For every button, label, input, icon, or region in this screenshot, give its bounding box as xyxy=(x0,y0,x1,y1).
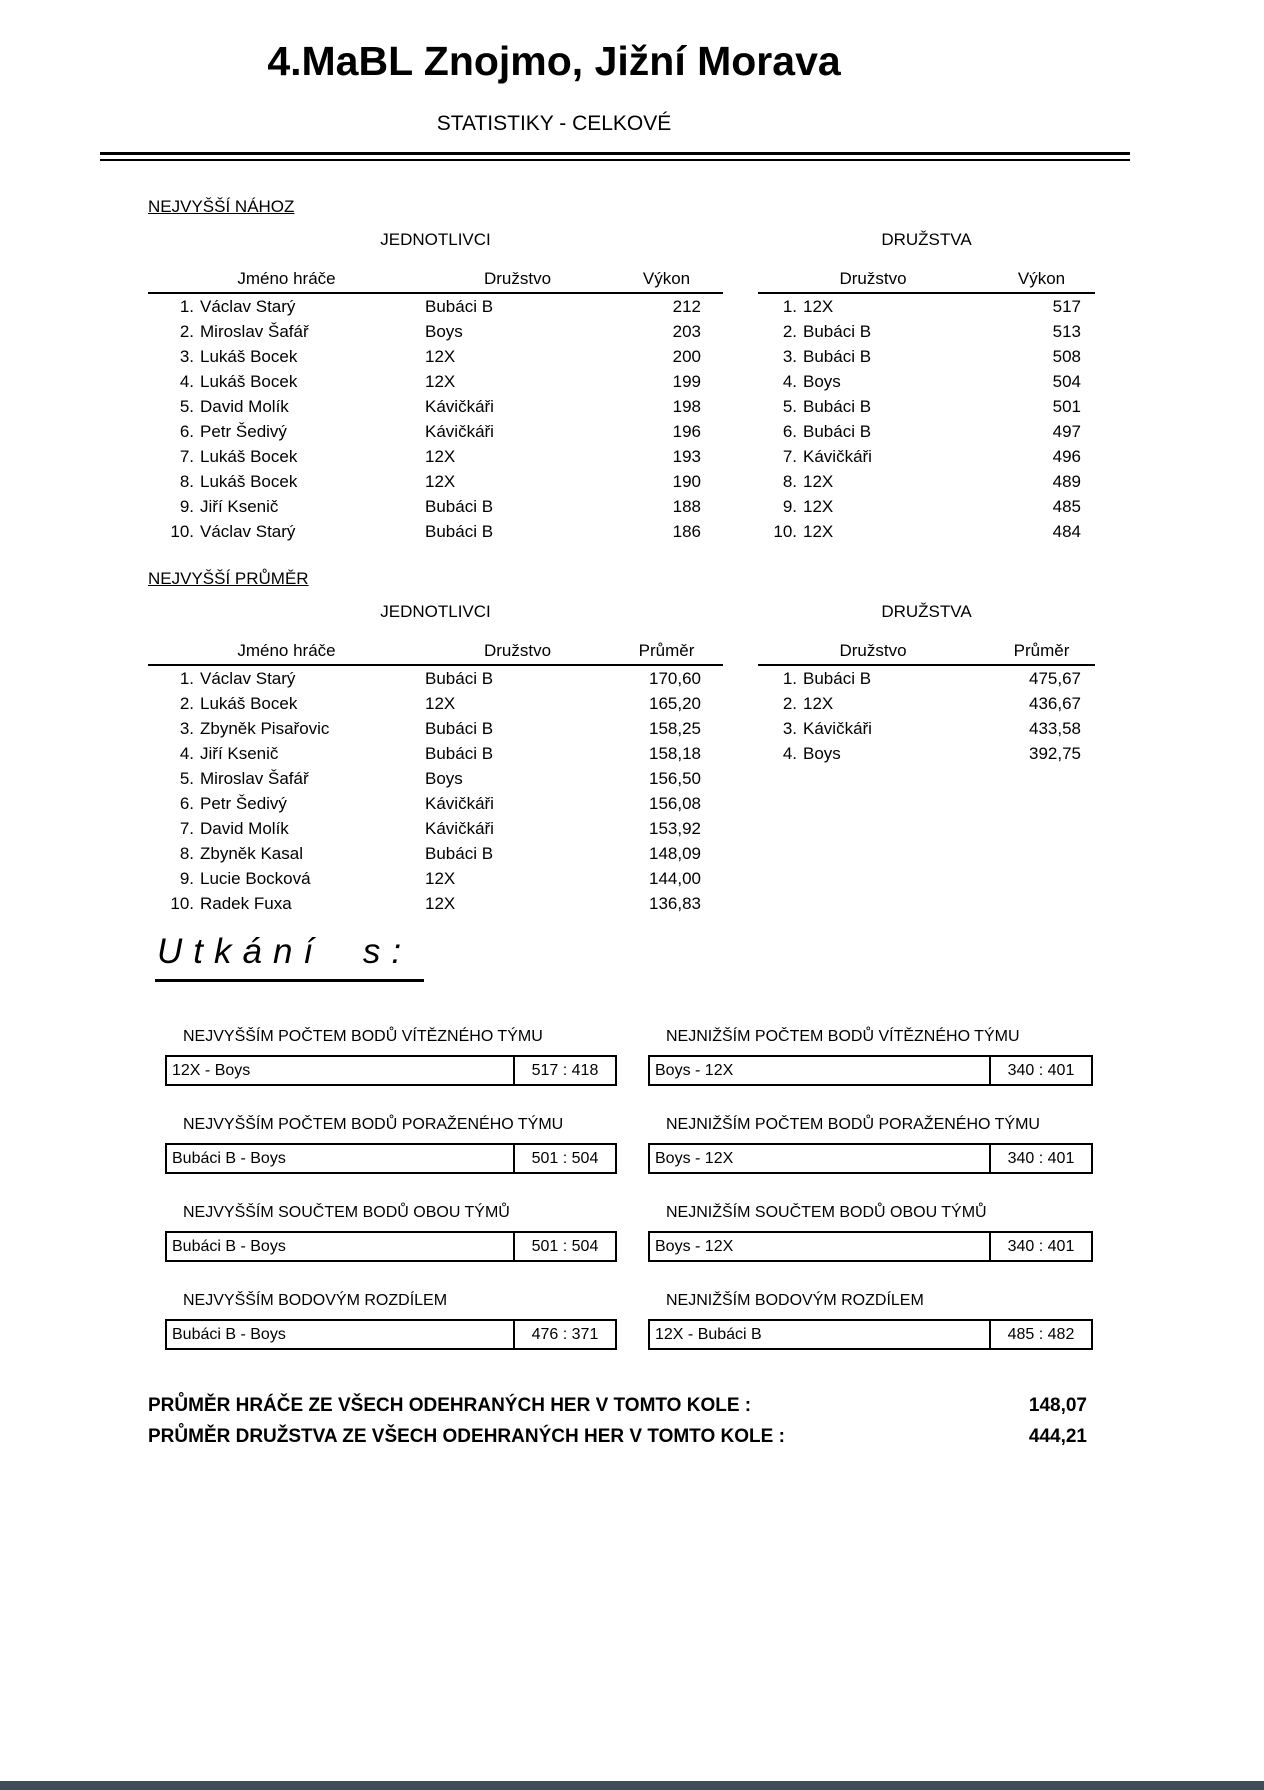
column-header-value: Průměr xyxy=(1013,641,1070,660)
team-cell: Bubáci B xyxy=(425,497,494,516)
value-cell: 436,67 xyxy=(1029,694,1081,713)
player-name-cell: Zbyněk Pisařovic xyxy=(200,719,330,738)
team-cell: Bubáci B xyxy=(425,297,494,316)
column-header-value: Výkon xyxy=(1017,269,1066,288)
team-cell: Bubáci B xyxy=(425,522,494,541)
value-cell: 186 xyxy=(672,522,701,541)
team-cell: Kávičkáři xyxy=(425,397,494,416)
section-heading-matches-with: Utkání s: xyxy=(155,932,424,982)
player-name-cell: David Molík xyxy=(200,397,289,416)
match-record xyxy=(165,1116,617,1174)
header-divider-rule xyxy=(100,152,1130,161)
summary-block xyxy=(148,1390,1087,1452)
player-name-cell: Miroslav Šafář xyxy=(200,322,309,341)
match-record xyxy=(648,1204,1093,1262)
rank-cell: 7. xyxy=(179,819,194,838)
rank-cell: 4. xyxy=(179,744,194,763)
match-teams: Boys - 12X xyxy=(655,1150,734,1167)
summary-value: 148,07 xyxy=(1028,1395,1087,1416)
rank-cell: 4. xyxy=(782,744,797,763)
rank-cell: 5. xyxy=(179,397,194,416)
value-cell: 496 xyxy=(1052,447,1081,466)
value-cell: 203 xyxy=(672,322,701,341)
rank-cell: 8. xyxy=(782,472,797,491)
table-row xyxy=(758,741,1095,766)
table-row xyxy=(148,419,723,444)
summary-row xyxy=(148,1421,1087,1452)
team-cell: 12X xyxy=(803,497,834,516)
value-cell: 144,00 xyxy=(649,869,701,888)
team-cell: Bubáci B xyxy=(803,322,872,341)
match-record xyxy=(165,1204,617,1262)
match-score: 501 : 504 xyxy=(513,1145,615,1172)
team-cell: 12X xyxy=(803,522,834,541)
match-record xyxy=(648,1116,1093,1174)
match-record xyxy=(165,1292,617,1350)
table-row xyxy=(758,294,1095,319)
column-header-value: Výkon xyxy=(642,269,691,288)
table-row xyxy=(148,891,723,916)
rank-cell: 3. xyxy=(179,347,194,366)
player-name-cell: Václav Starý xyxy=(200,669,296,688)
value-cell: 199 xyxy=(672,372,701,391)
team-cell: Kávičkáři xyxy=(803,447,872,466)
team-cell: 12X xyxy=(803,472,834,491)
table-row xyxy=(758,344,1095,369)
match-teams: 12X - Bubáci B xyxy=(655,1326,762,1343)
value-cell: 485 xyxy=(1052,497,1081,516)
rank-cell: 1. xyxy=(179,669,194,688)
team-cell: 12X xyxy=(425,472,456,491)
match-teams: Bubáci B - Boys xyxy=(172,1326,286,1343)
highest-game-teams-table xyxy=(758,230,1095,544)
match-record-box xyxy=(165,1319,617,1350)
rank-cell: 2. xyxy=(782,322,797,341)
table-header-row xyxy=(148,266,723,294)
player-name-cell: Miroslav Šafář xyxy=(200,769,309,788)
highest-average-individuals-table xyxy=(148,602,723,916)
match-record-box xyxy=(648,1319,1093,1350)
team-cell: 12X xyxy=(425,372,456,391)
table-row xyxy=(148,716,723,741)
value-cell: 504 xyxy=(1052,372,1081,391)
match-score: 340 : 401 xyxy=(989,1057,1091,1084)
team-cell: Kávičkáři xyxy=(425,794,494,813)
value-cell: 212 xyxy=(672,297,701,316)
rank-cell: 6. xyxy=(179,422,194,441)
highest-game-individuals-table xyxy=(148,230,723,544)
match-record-label: NEJNIŽŠÍM SOUČTEM BODŮ OBOU TÝMŮ xyxy=(666,1204,987,1221)
player-name-cell: Radek Fuxa xyxy=(200,894,292,913)
match-record-label: NEJVYŠŠÍM SOUČTEM BODŮ OBOU TÝMŮ xyxy=(183,1204,510,1221)
player-name-cell: Petr Šedivý xyxy=(200,794,287,813)
table-row xyxy=(148,766,723,791)
player-name-cell: Lukáš Bocek xyxy=(200,694,298,713)
match-record-box xyxy=(648,1055,1093,1086)
table-row xyxy=(148,394,723,419)
rank-cell: 8. xyxy=(179,844,194,863)
column-header-team: Družstvo xyxy=(839,269,907,288)
team-cell: Bubáci B xyxy=(425,844,494,863)
table-row xyxy=(148,741,723,766)
team-cell: Boys xyxy=(803,744,841,763)
team-cell: Bubáci B xyxy=(425,719,494,738)
value-cell: 200 xyxy=(672,347,701,366)
individuals-table-title: JEDNOTLIVCI xyxy=(380,230,491,249)
match-record-box xyxy=(648,1143,1093,1174)
table-row xyxy=(148,369,723,394)
value-cell: 198 xyxy=(672,397,701,416)
player-name-cell: Václav Starý xyxy=(200,297,296,316)
value-cell: 392,75 xyxy=(1029,744,1081,763)
match-record xyxy=(648,1028,1093,1086)
player-name-cell: Lukáš Bocek xyxy=(200,372,298,391)
match-record-label: NEJVYŠŠÍM POČTEM BODŮ PORAŽENÉHO TÝMU xyxy=(183,1116,564,1133)
team-cell: Kávičkáři xyxy=(425,422,494,441)
rank-cell: 1. xyxy=(782,669,797,688)
team-cell: Bubáci B xyxy=(803,397,872,416)
rank-cell: 10. xyxy=(170,894,194,913)
match-record xyxy=(165,1028,617,1086)
value-cell: 489 xyxy=(1052,472,1081,491)
team-cell: Kávičkáři xyxy=(803,719,872,738)
match-score: 517 : 418 xyxy=(513,1057,615,1084)
table-row xyxy=(758,716,1095,741)
player-name-cell: Jiří Ksenič xyxy=(200,497,279,516)
team-cell: 12X xyxy=(803,297,834,316)
value-cell: 190 xyxy=(672,472,701,491)
page-subtitle: STATISTIKY - CELKOVÉ xyxy=(436,112,672,135)
rank-cell: 3. xyxy=(782,347,797,366)
summary-value: 444,21 xyxy=(1028,1426,1087,1447)
rank-cell: 1. xyxy=(782,297,797,316)
player-name-cell: Lukáš Bocek xyxy=(200,347,298,366)
match-record-box xyxy=(648,1231,1093,1262)
value-cell: 513 xyxy=(1052,322,1081,341)
rank-cell: 4. xyxy=(179,372,194,391)
match-records-grid xyxy=(165,1028,1093,1350)
rank-cell: 10. xyxy=(773,522,797,541)
team-cell: Bubáci B xyxy=(803,669,872,688)
match-record-label: NEJNIŽŠÍM POČTEM BODŮ VÍTĚZNÉHO TÝMU xyxy=(666,1028,1020,1045)
table-row xyxy=(758,469,1095,494)
table-row xyxy=(148,494,723,519)
value-cell: 158,25 xyxy=(649,719,701,738)
rank-cell: 9. xyxy=(782,497,797,516)
table-row xyxy=(758,444,1095,469)
table-row xyxy=(148,469,723,494)
rank-cell: 3. xyxy=(782,719,797,738)
value-cell: 501 xyxy=(1052,397,1081,416)
player-name-cell: Petr Šedivý xyxy=(200,422,287,441)
table-header-row xyxy=(758,638,1095,666)
rank-cell: 7. xyxy=(782,447,797,466)
team-cell: Boys xyxy=(425,322,463,341)
value-cell: 196 xyxy=(672,422,701,441)
match-score: 485 : 482 xyxy=(989,1321,1091,1348)
match-record-label: NEJNIŽŠÍM BODOVÝM ROZDÍLEM xyxy=(666,1292,924,1309)
player-name-cell: Václav Starý xyxy=(200,522,296,541)
match-record-box xyxy=(165,1231,617,1262)
player-name-cell: David Molík xyxy=(200,819,289,838)
table-row xyxy=(758,519,1095,544)
match-record-label: NEJVYŠŠÍM POČTEM BODŮ VÍTĚZNÉHO TÝMU xyxy=(183,1028,543,1045)
table-row xyxy=(758,419,1095,444)
team-cell: 12X xyxy=(425,447,456,466)
team-cell: Boys xyxy=(425,769,463,788)
teams-table-title: DRUŽSTVA xyxy=(881,602,972,621)
rank-cell: 4. xyxy=(782,372,797,391)
player-name-cell: Jiří Ksenič xyxy=(200,744,279,763)
table-row xyxy=(758,666,1095,691)
player-name-cell: Zbyněk Kasal xyxy=(200,844,303,863)
match-record-box xyxy=(165,1055,617,1086)
team-cell: 12X xyxy=(425,694,456,713)
team-cell: Bubáci B xyxy=(425,669,494,688)
table-row xyxy=(148,816,723,841)
value-cell: 517 xyxy=(1052,297,1081,316)
column-header-team: Družstvo xyxy=(483,641,552,660)
table-row xyxy=(148,519,723,544)
page-title: 4.MaBL Znojmo, Jižní Morava xyxy=(267,38,841,84)
rank-cell: 2. xyxy=(179,322,194,341)
rank-cell: 5. xyxy=(782,397,797,416)
summary-label: PRŮMĚR HRÁČE ZE VŠECH ODEHRANÝCH HER V TOMTO KOLE : xyxy=(148,1395,752,1416)
value-cell: 497 xyxy=(1052,422,1081,441)
value-cell: 484 xyxy=(1052,522,1081,541)
table-row xyxy=(758,319,1095,344)
value-cell: 153,92 xyxy=(649,819,701,838)
rank-cell: 9. xyxy=(179,869,194,888)
column-header-player: Jméno hráče xyxy=(237,641,336,660)
table-row xyxy=(148,444,723,469)
rank-cell: 7. xyxy=(179,447,194,466)
match-record-label: NEJVYŠŠÍM BODOVÝM ROZDÍLEM xyxy=(183,1292,448,1309)
match-teams: Boys - 12X xyxy=(655,1238,734,1255)
player-name-cell: Lukáš Bocek xyxy=(200,447,298,466)
table-header-row xyxy=(758,266,1095,294)
summary-row xyxy=(148,1390,1087,1421)
player-name-cell: Lucie Bocková xyxy=(200,869,311,888)
rank-cell: 2. xyxy=(782,694,797,713)
rank-cell: 6. xyxy=(782,422,797,441)
table-row xyxy=(148,791,723,816)
match-teams: Bubáci B - Boys xyxy=(172,1238,286,1255)
match-score: 340 : 401 xyxy=(989,1145,1091,1172)
table-row xyxy=(148,666,723,691)
team-cell: 12X xyxy=(803,694,834,713)
match-record-box xyxy=(165,1143,617,1174)
match-score: 476 : 371 xyxy=(513,1321,615,1348)
table-row xyxy=(148,841,723,866)
table-header-row xyxy=(148,638,723,666)
table-row xyxy=(148,294,723,319)
match-score: 501 : 504 xyxy=(513,1233,615,1260)
table-row xyxy=(758,369,1095,394)
rank-cell: 9. xyxy=(179,497,194,516)
team-cell: Bubáci B xyxy=(803,422,872,441)
rank-cell: 8. xyxy=(179,472,194,491)
table-row xyxy=(758,494,1095,519)
table-row xyxy=(148,866,723,891)
team-cell: 12X xyxy=(425,894,456,913)
individuals-table-title: JEDNOTLIVCI xyxy=(380,602,491,621)
value-cell: 193 xyxy=(672,447,701,466)
value-cell: 475,67 xyxy=(1029,669,1081,688)
match-teams: 12X - Boys xyxy=(172,1062,251,1079)
player-name-cell: Lukáš Bocek xyxy=(200,472,298,491)
table-row xyxy=(148,691,723,716)
rank-cell: 6. xyxy=(179,794,194,813)
summary-label: PRŮMĚR DRUŽSTVA ZE VŠECH ODEHRANÝCH HER V TOMTO KOLE : xyxy=(148,1426,785,1447)
table-row xyxy=(758,691,1095,716)
team-cell: Bubáci B xyxy=(803,347,872,366)
value-cell: 156,50 xyxy=(649,769,701,788)
team-cell: Bubáci B xyxy=(425,744,494,763)
value-cell: 188 xyxy=(672,497,701,516)
table-row xyxy=(148,319,723,344)
match-record-label: NEJNIŽŠÍM POČTEM BODŮ PORAŽENÉHO TÝMU xyxy=(666,1116,1040,1133)
rank-cell: 1. xyxy=(179,297,194,316)
team-cell: 12X xyxy=(425,869,456,888)
section-heading-highest-game: NEJVYŠŠÍ NÁHOZ xyxy=(148,197,295,216)
value-cell: 156,08 xyxy=(649,794,701,813)
value-cell: 170,60 xyxy=(649,669,701,688)
table-row xyxy=(148,344,723,369)
match-score: 340 : 401 xyxy=(989,1233,1091,1260)
value-cell: 433,58 xyxy=(1029,719,1081,738)
match-teams: Bubáci B - Boys xyxy=(172,1150,286,1167)
column-header-player: Jméno hráče xyxy=(237,269,336,288)
section-heading-highest-average: NEJVYŠŠÍ PRŮMĚR xyxy=(148,569,309,588)
column-header-value: Průměr xyxy=(638,641,695,660)
rank-cell: 2. xyxy=(179,694,194,713)
rank-cell: 3. xyxy=(179,719,194,738)
table-row xyxy=(758,394,1095,419)
team-cell: Kávičkáři xyxy=(425,819,494,838)
value-cell: 508 xyxy=(1052,347,1081,366)
value-cell: 136,83 xyxy=(649,894,701,913)
rank-cell: 10. xyxy=(170,522,194,541)
bottom-bar xyxy=(0,1781,1264,1790)
teams-table-title: DRUŽSTVA xyxy=(881,230,972,249)
rank-cell: 5. xyxy=(179,769,194,788)
value-cell: 148,09 xyxy=(649,844,701,863)
team-cell: Boys xyxy=(803,372,841,391)
match-record xyxy=(648,1292,1093,1350)
value-cell: 165,20 xyxy=(649,694,701,713)
column-header-team: Družstvo xyxy=(483,269,552,288)
value-cell: 158,18 xyxy=(649,744,701,763)
match-teams: Boys - 12X xyxy=(655,1062,734,1079)
column-header-team: Družstvo xyxy=(839,641,907,660)
highest-average-teams-table xyxy=(758,602,1095,766)
team-cell: 12X xyxy=(425,347,456,366)
